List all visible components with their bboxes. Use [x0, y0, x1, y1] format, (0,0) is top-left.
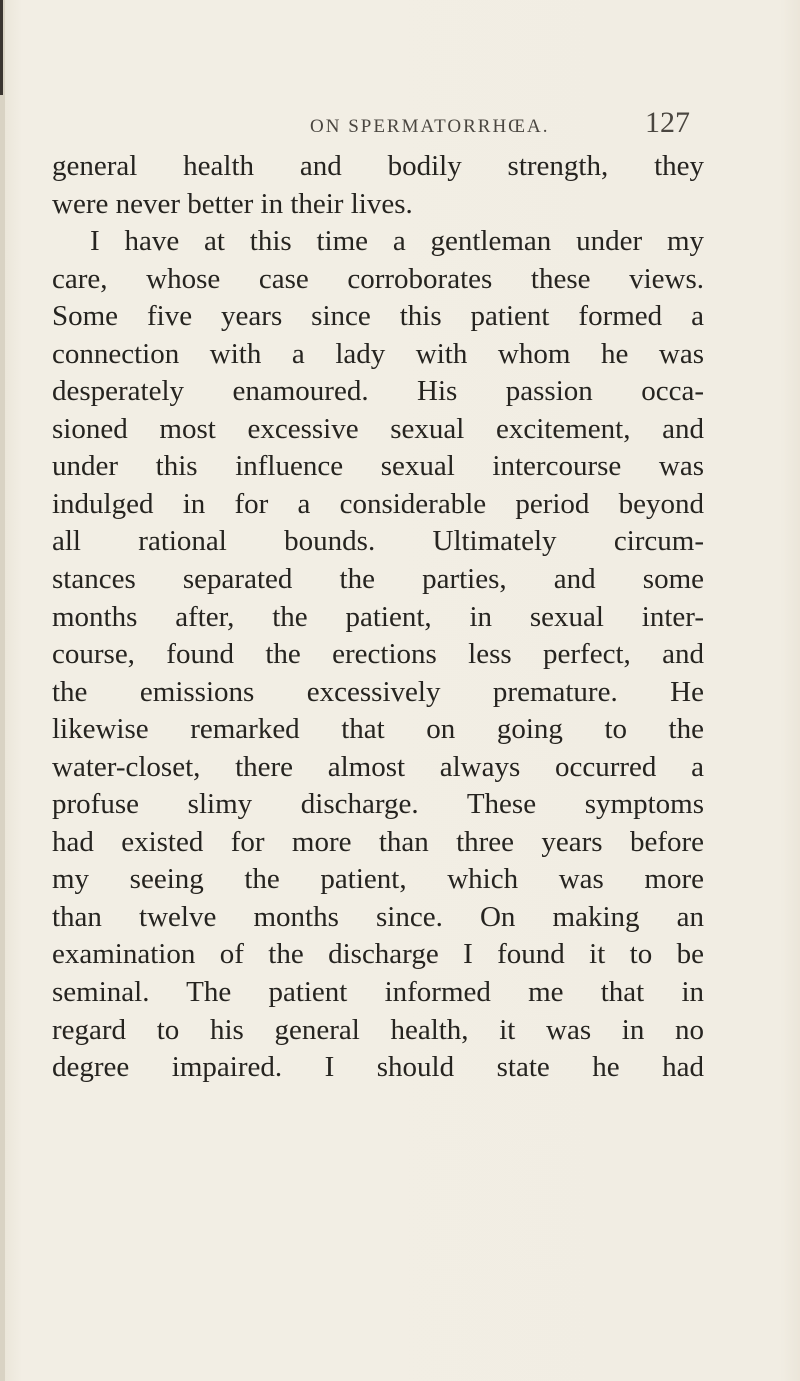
text-line: stances separated the parties, and some [52, 563, 704, 596]
text-line: than twelve months since. On making an [52, 900, 704, 933]
text-line: seminal. The patient informed me that in [52, 976, 704, 1009]
text-line: water-closet, there almost always occurred a [52, 750, 704, 783]
text-line: desperately enamoured. His passion occa- [52, 375, 704, 408]
running-header [130, 106, 690, 146]
text-line: care, whose case corroborates these views. [52, 262, 704, 295]
text-line: had existed for more than three years before [52, 825, 704, 858]
text-line: examination of the discharge I found it to be [52, 938, 704, 971]
text-line: connection with a lady with whom he was [52, 337, 704, 370]
text-line: degree impaired. I should state he had [52, 1051, 704, 1084]
text-line: profuse slimy discharge. These symptoms [52, 788, 704, 821]
text-line: regard to his general health, it was in no [52, 1013, 704, 1046]
text-line: all rational bounds. Ultimately circum- [52, 525, 704, 558]
page-number: 127 [645, 106, 690, 139]
text-line: months after, the patient, in sexual inter- [52, 600, 704, 633]
text-line: the emissions excessively premature. He [52, 675, 704, 708]
text-line: indulged in for a considerable period beyond [52, 487, 704, 520]
text-line: general health and bodily strength, they [52, 150, 704, 182]
text-line: under this influence sexual intercourse was [52, 450, 704, 483]
text-line: Some five years since this patient formed a [52, 300, 704, 333]
running-title: ON SPERMATORRHŒA. [310, 116, 550, 137]
text-line: my seeing the patient, which was more [52, 863, 704, 896]
page-binding-edge [0, 0, 5, 1381]
text-line: sioned most excessive sexual excitement, and [52, 412, 704, 445]
text-line: were never better in their lives. [52, 187, 413, 220]
text-line: likewise remarked that on going to the [52, 713, 704, 746]
body-text [52, 148, 704, 1087]
text-line: course, found the erections less perfect, and [52, 638, 704, 671]
binding-shadow-mark [0, 0, 3, 95]
text-line: I have at this time a gentleman under my [90, 225, 704, 258]
